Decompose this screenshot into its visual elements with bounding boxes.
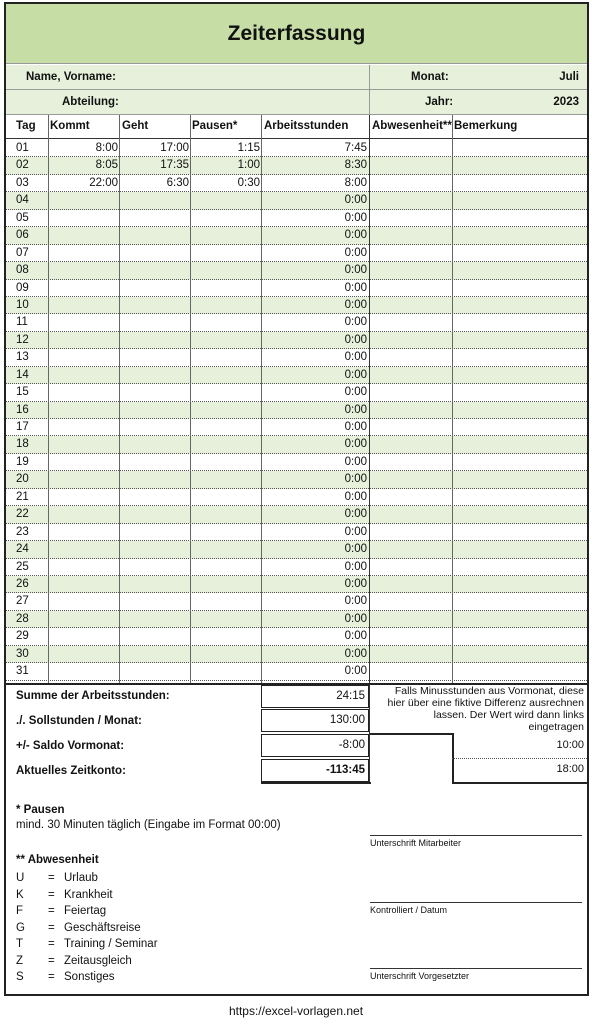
cell-abwesenheit[interactable]	[372, 159, 450, 173]
konto-label: Aktuelles Zeitkonto:	[16, 765, 126, 777]
table-row	[6, 663, 587, 680]
legend-label: Sonstiges	[64, 971, 115, 983]
cell-abwesenheit[interactable]	[372, 212, 450, 226]
cell-tag: 25	[16, 560, 29, 573]
cell-abwesenheit[interactable]	[372, 334, 450, 348]
cell-tag: 22	[16, 508, 29, 521]
cell-tag: 23	[16, 525, 29, 538]
day-rows	[6, 140, 587, 681]
cell-abwesenheit[interactable]	[372, 299, 450, 313]
cell-stunden: 0:00	[344, 333, 367, 346]
cell-tag: 27	[16, 595, 29, 608]
cell-tag: 06	[16, 229, 29, 242]
cell-stunden: 0:00	[344, 194, 367, 207]
table-row	[6, 576, 587, 593]
cell-stunden: 0:00	[344, 560, 367, 573]
legend-eq: =	[48, 938, 55, 950]
cell-bemerkung[interactable]	[455, 351, 585, 365]
cell-stunden: 0:00	[344, 351, 367, 364]
cell-stunden: 0:00	[344, 543, 367, 556]
legend-pausen	[16, 804, 281, 831]
table-row	[6, 245, 587, 262]
table-row	[6, 611, 587, 628]
year-value[interactable]: 2023	[553, 96, 579, 108]
cell-stunden: 0:00	[344, 316, 367, 329]
cell-abwesenheit[interactable]	[372, 282, 450, 296]
table-row	[6, 210, 587, 227]
cell-tag: 08	[16, 264, 29, 277]
legend-key: F	[16, 905, 24, 917]
legend-eq: =	[48, 921, 55, 934]
cell-abwesenheit[interactable]	[372, 473, 450, 487]
cell-tag: 26	[16, 577, 29, 590]
table-row	[6, 402, 587, 419]
table-row	[6, 140, 587, 157]
cell-abwesenheit[interactable]	[372, 561, 450, 575]
sum-label: Summe der Arbeitsstunden:	[16, 690, 170, 702]
footer-url[interactable]: https://excel-vorlagen.net	[228, 1004, 364, 1018]
cell-stunden: 0:00	[344, 229, 367, 242]
legend-key: K	[16, 888, 24, 901]
cell-abwesenheit[interactable]	[372, 613, 450, 627]
signature-supervisor[interactable]: Unterschrift Vorgesetzter	[370, 968, 582, 981]
legend-label: Training / Seminar	[64, 938, 158, 950]
soll-value[interactable]: 130:00	[261, 709, 369, 732]
table-row	[6, 559, 587, 576]
cell-tag: 09	[16, 281, 29, 294]
cell-bemerkung[interactable]	[455, 177, 585, 191]
timesheet	[4, 2, 589, 996]
cell-bemerkung[interactable]	[455, 526, 585, 540]
col-kommt: Kommt	[50, 120, 90, 132]
cell-abwesenheit[interactable]	[372, 247, 450, 261]
cell-bemerkung[interactable]	[455, 247, 585, 261]
table-row	[6, 349, 587, 366]
legend-key: S	[16, 971, 24, 983]
cell-tag: 30	[16, 647, 29, 660]
cell-stunden: 0:00	[344, 211, 367, 224]
table-row	[6, 646, 587, 663]
legend-eq: =	[48, 872, 55, 884]
cell-stunden: 0:00	[344, 455, 367, 468]
table-row	[6, 506, 587, 523]
cell-stunden: 0:00	[344, 264, 367, 277]
col-tag: Tag	[16, 120, 36, 132]
cell-stunden: 0:00	[344, 665, 367, 678]
table-row	[6, 524, 587, 541]
cell-pausen[interactable]: 0:30	[237, 176, 260, 189]
cell-stunden: 0:00	[344, 490, 367, 503]
cell-stunden: 7:45	[344, 142, 367, 154]
cell-tag: 28	[16, 612, 29, 625]
table-row	[6, 280, 587, 297]
column-header-row	[6, 115, 587, 139]
table-row	[6, 157, 587, 174]
table-row	[6, 593, 587, 610]
cell-bemerkung[interactable]	[455, 159, 585, 173]
cell-tag: 18	[16, 438, 29, 451]
cell-stunden: 0:00	[344, 508, 367, 521]
table-row	[6, 192, 587, 209]
cell-tag: 29	[16, 630, 29, 643]
cell-tag: 20	[16, 473, 29, 486]
cell-pausen[interactable]: 1:15	[237, 142, 260, 154]
table-row	[6, 227, 587, 244]
cell-bemerkung[interactable]	[455, 561, 585, 575]
signature-controlled[interactable]: Kontrolliert / Datum	[370, 902, 582, 915]
table-row	[6, 367, 587, 384]
cell-bemerkung[interactable]	[455, 386, 585, 400]
cell-bemerkung[interactable]	[455, 299, 585, 313]
cell-tag: 04	[16, 194, 29, 207]
cell-abwesenheit[interactable]	[372, 142, 450, 156]
cell-stunden: 0:00	[344, 473, 367, 486]
legend-label: Krankheit	[64, 888, 113, 901]
sheet-title: Zeiterfassung	[6, 4, 587, 64]
cell-bemerkung[interactable]	[455, 404, 585, 418]
pausen-text: mind. 30 Minuten täglich (Eingabe im Format 00:00)	[16, 819, 281, 831]
cell-bemerkung[interactable]	[455, 491, 585, 505]
saldo-label: +/- Saldo Vormonat:	[16, 740, 125, 752]
cell-abwesenheit[interactable]	[372, 177, 450, 191]
cell-stunden: 0:00	[344, 630, 367, 643]
col-abwesenheit: Abwesenheit**	[372, 120, 452, 132]
table-row	[6, 471, 587, 488]
table-row	[6, 419, 587, 436]
header-row-name	[6, 65, 587, 90]
cell-bemerkung[interactable]	[455, 334, 585, 348]
cell-bemerkung[interactable]	[455, 316, 585, 330]
cell-abwesenheit[interactable]	[372, 421, 450, 435]
year-label: Jahr:	[425, 96, 454, 108]
legend-label: Geschäftsreise	[64, 921, 141, 934]
table-row	[6, 175, 587, 192]
cell-stunden: 0:00	[344, 298, 367, 311]
table-row	[6, 489, 587, 506]
cell-abwesenheit[interactable]	[372, 351, 450, 365]
legend-key: Z	[16, 954, 24, 967]
table-row	[6, 541, 587, 558]
table-row	[6, 628, 587, 645]
cell-tag: 07	[16, 246, 29, 259]
table-row	[6, 262, 587, 279]
cell-abwesenheit[interactable]	[372, 648, 450, 662]
cell-stunden: 0:00	[344, 368, 367, 381]
cell-tag: 17	[16, 421, 29, 433]
pausen-title: * Pausen	[16, 804, 65, 816]
cell-tag: 19	[16, 455, 29, 468]
cell-abwesenheit[interactable]	[372, 404, 450, 418]
cell-tag: 05	[16, 211, 29, 224]
cell-bemerkung[interactable]	[455, 229, 585, 243]
cell-stunden: 8:00	[344, 176, 367, 189]
sum-value: 24:15	[261, 685, 369, 708]
cell-stunden: 0:00	[344, 403, 367, 416]
summary-section	[6, 683, 587, 777]
cell-bemerkung[interactable]	[455, 665, 585, 679]
cell-stunden: 0:00	[344, 421, 367, 433]
cell-tag: 14	[16, 368, 29, 381]
cell-bemerkung[interactable]	[455, 421, 585, 435]
cell-abwesenheit[interactable]	[372, 316, 450, 330]
legend-eq: =	[48, 971, 55, 983]
cell-bemerkung[interactable]	[455, 438, 585, 452]
name-label: Name, Vorname:	[26, 71, 116, 83]
cell-abwesenheit[interactable]	[372, 229, 450, 243]
cell-stunden: 0:00	[344, 647, 367, 660]
cell-bemerkung[interactable]	[455, 194, 585, 208]
col-arbeitsstunden: Arbeitsstunden	[264, 120, 349, 132]
cell-tag: 01	[16, 142, 29, 154]
cell-abwesenheit[interactable]	[372, 630, 450, 644]
cell-pausen[interactable]: 1:00	[237, 159, 260, 172]
cell-kommt[interactable]: 8:05	[95, 159, 118, 172]
saldo-value: -8:00	[261, 734, 369, 757]
cell-kommt[interactable]: 8:00	[95, 142, 118, 154]
cell-abwesenheit[interactable]	[372, 543, 450, 557]
legend-eq: =	[48, 888, 55, 901]
cell-bemerkung[interactable]	[455, 473, 585, 487]
legend-key: G	[16, 921, 25, 934]
cell-tag: 12	[16, 333, 29, 346]
cell-bemerkung[interactable]	[455, 282, 585, 296]
cell-geht[interactable]: 17:00	[160, 142, 189, 154]
legend-key: T	[16, 938, 24, 950]
cell-tag: 31	[16, 665, 29, 678]
table-row	[6, 384, 587, 401]
cell-bemerkung[interactable]	[455, 369, 585, 383]
cell-bemerkung[interactable]	[455, 508, 585, 522]
soll-label: ./. Sollstunden / Monat:	[16, 715, 142, 727]
cell-stunden: 0:00	[344, 386, 367, 399]
cell-stunden: 0:00	[344, 281, 367, 294]
saldo-note: Falls Minusstunden aus Vormonat, diese hier über eine fiktive Differenz ausrechnen lassen. Der Wert wird dann links eingetragen	[387, 685, 584, 733]
cell-tag: 11	[16, 316, 28, 329]
legend-abwesenheit	[16, 854, 266, 994]
konto-value: -113:45	[261, 759, 369, 782]
cell-abwesenheit[interactable]	[372, 665, 450, 679]
cell-kommt[interactable]: 22:00	[89, 176, 118, 189]
cell-tag: 03	[16, 176, 29, 189]
table-row	[6, 297, 587, 314]
cell-abwesenheit[interactable]	[372, 578, 450, 592]
cell-stunden: 0:00	[344, 612, 367, 625]
cell-tag: 15	[16, 386, 29, 399]
cell-bemerkung[interactable]	[455, 648, 585, 662]
month-label: Monat:	[411, 71, 449, 83]
cell-tag: 02	[16, 159, 29, 172]
cell-abwesenheit[interactable]	[372, 508, 450, 522]
cell-bemerkung[interactable]	[455, 543, 585, 557]
cell-bemerkung[interactable]	[455, 142, 585, 156]
cell-bemerkung[interactable]	[455, 264, 585, 278]
cell-abwesenheit[interactable]	[372, 194, 450, 208]
legend-label: Urlaub	[64, 872, 98, 884]
cell-abwesenheit[interactable]	[372, 595, 450, 609]
col-pausen: Pausen*	[192, 120, 238, 132]
cell-stunden: 0:00	[344, 246, 367, 259]
cell-bemerkung[interactable]	[455, 595, 585, 609]
signature-employee[interactable]: Unterschrift Mitarbeiter	[370, 835, 582, 848]
table-row	[6, 332, 587, 349]
cell-bemerkung[interactable]	[455, 456, 585, 470]
cell-bemerkung[interactable]	[455, 613, 585, 627]
abwesenheit-title: ** Abwesenheit	[16, 854, 99, 866]
cell-tag: 24	[16, 543, 29, 556]
cell-bemerkung[interactable]	[455, 212, 585, 226]
cell-abwesenheit[interactable]	[372, 264, 450, 278]
header-row-dept	[6, 90, 587, 115]
cell-abwesenheit[interactable]	[372, 456, 450, 470]
table-row	[6, 454, 587, 471]
legend-key: U	[16, 872, 25, 884]
cell-bemerkung[interactable]	[455, 578, 585, 592]
cell-stunden: 0:00	[344, 525, 367, 538]
col-geht: Geht	[122, 120, 149, 132]
cell-stunden: 0:00	[344, 577, 367, 590]
cell-tag: 13	[16, 351, 29, 364]
cell-abwesenheit[interactable]	[372, 438, 450, 452]
cell-stunden: 0:00	[344, 438, 367, 451]
legend-eq: =	[48, 954, 55, 967]
cell-tag: 16	[16, 403, 29, 416]
aux-value-1[interactable]: 10:00	[556, 739, 584, 751]
cell-abwesenheit[interactable]	[372, 369, 450, 383]
table-row	[6, 314, 587, 331]
aux-value-2[interactable]: 18:00	[556, 763, 584, 775]
legend-label: Zeitausgleich	[64, 954, 132, 967]
cell-stunden: 0:00	[344, 595, 367, 608]
col-bemerkung: Bemerkung	[454, 120, 518, 132]
cell-bemerkung[interactable]	[455, 630, 585, 644]
cell-abwesenheit[interactable]	[372, 386, 450, 400]
cell-stunden: 8:30	[344, 159, 367, 172]
dept-label: Abteilung:	[62, 96, 119, 108]
legend-eq: =	[48, 905, 55, 917]
cell-abwesenheit[interactable]	[372, 526, 450, 540]
table-row	[6, 436, 587, 453]
cell-tag: 10	[16, 298, 29, 311]
cell-abwesenheit[interactable]	[372, 491, 450, 505]
cell-geht[interactable]: 17:35	[160, 159, 189, 172]
cell-geht[interactable]: 6:30	[166, 176, 189, 189]
legend-label: Feiertag	[64, 905, 107, 917]
month-value[interactable]: Juli	[559, 71, 579, 83]
cell-tag: 21	[16, 490, 29, 503]
